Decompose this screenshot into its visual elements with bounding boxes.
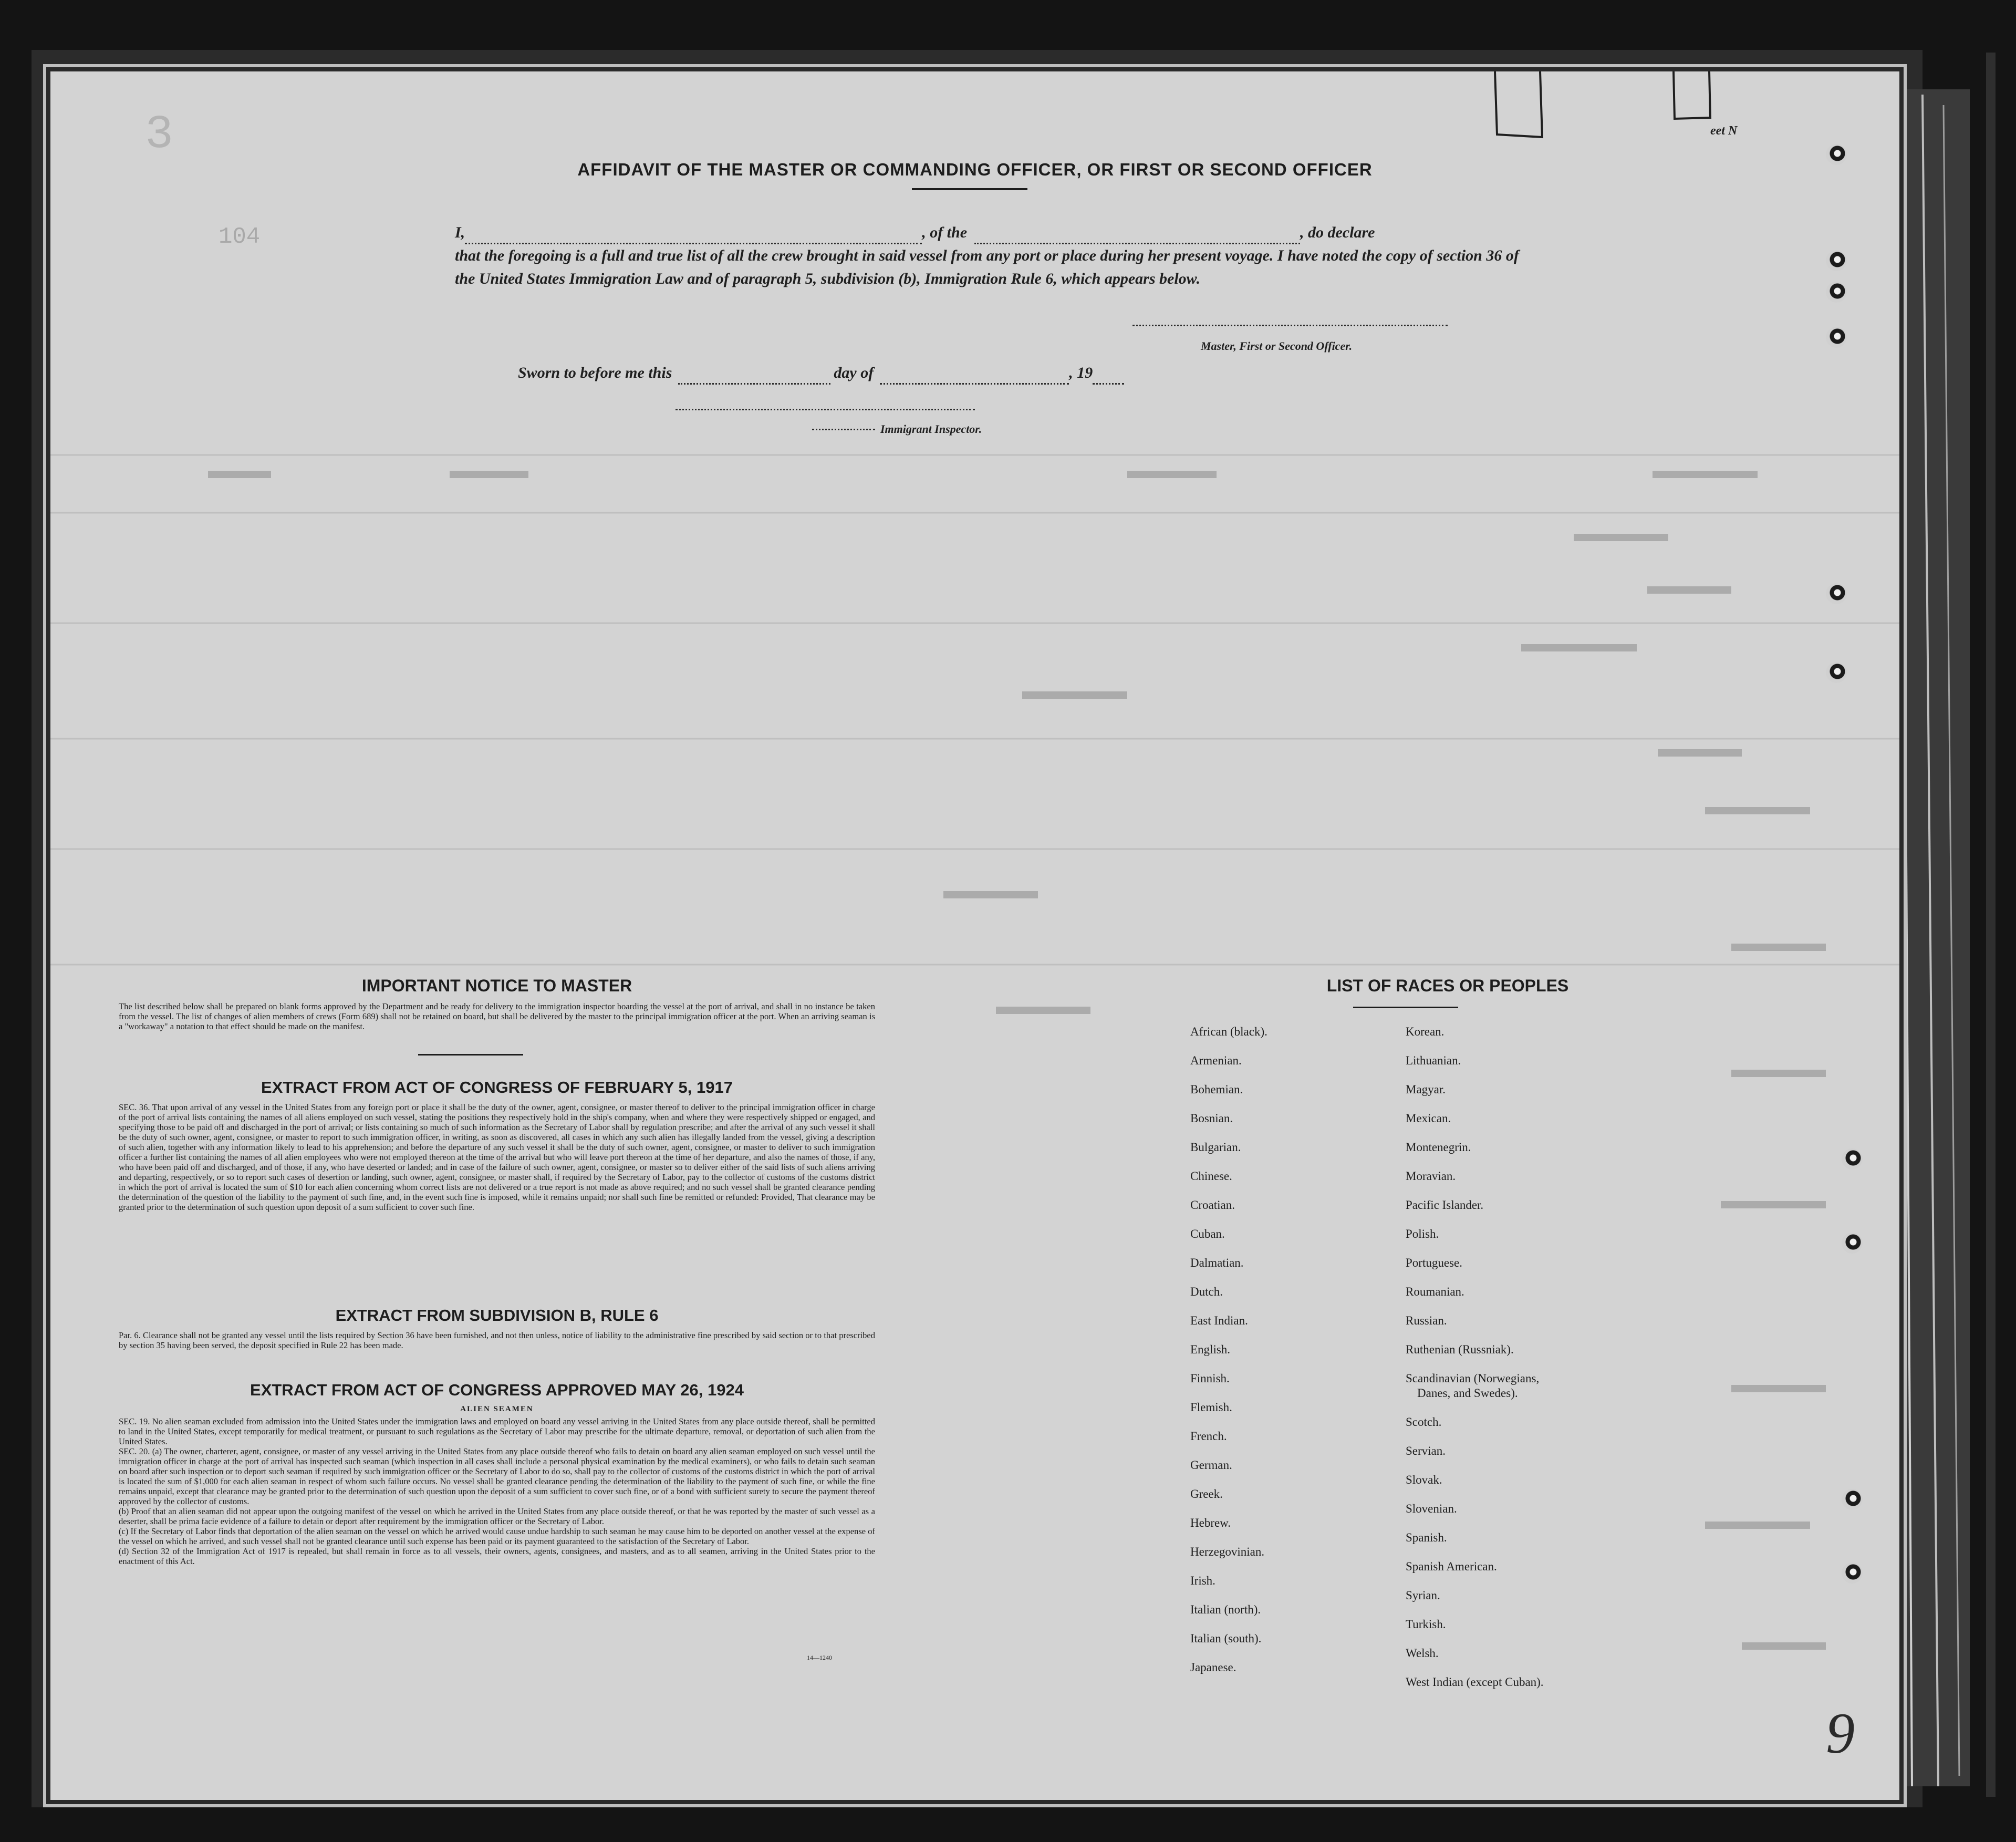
inspector-signature-line xyxy=(676,408,975,410)
extract-1917-title: EXTRACT FROM ACT OF CONGRESS OF FEBRUARY 5, 1917 xyxy=(261,1078,733,1096)
race-item: Finnish. xyxy=(1190,1372,1230,1385)
sworn-month-blank xyxy=(880,367,1069,385)
declare-of-the-label: , of the xyxy=(922,224,968,241)
race-item: Dalmatian. xyxy=(1190,1256,1244,1269)
handwritten-mark: 9 xyxy=(1826,1701,1855,1765)
race-item: Scotch. xyxy=(1406,1415,1442,1429)
race-item: Herzegovinian. xyxy=(1190,1545,1265,1558)
race-item: Lithuanian. xyxy=(1406,1054,1461,1067)
punch-hole xyxy=(1826,282,1847,303)
sec-20b-text: (b) Proof that an alien seaman did not appear upon the outgoing manifest of the vessel on which he arrived in the United States from any place outside thereof, or that he was reported by the master of such vessel as a deserter, shall be prima facie evidence of a failure to detain or deport after requirement by the immigration officer or the Secretary of Labor. xyxy=(119,1506,875,1526)
sworn-line xyxy=(518,361,1358,385)
sworn-label: Sworn to before me this xyxy=(518,364,672,381)
inspector-label: Immigrant Inspector. xyxy=(880,422,982,436)
race-item: Bohemian. xyxy=(1190,1083,1243,1096)
race-item: Italian (south). xyxy=(1190,1632,1262,1645)
race-item: Mexican. xyxy=(1406,1112,1451,1125)
sworn-day-blank xyxy=(678,367,830,385)
race-item: West Indian (except Cuban). xyxy=(1406,1675,1544,1689)
corner-mark: 3 xyxy=(145,108,174,162)
extract-1917-text: SEC. 36. That upon arrival of any vessel in the United States from any foreign port or place it shall be the duty of the owner, agent, consignee, or master thereof to deliver to the principal immigration officer in charge of the port of arrival lists containing the names of all aliens employed on such vessel, stating the positions they respectively hold in the ship's company, when and where they were respectively shipped or engaged, and specifying those to be paid off and discharged in the port of arrival; or lists containing so much of such information as the Secretary of Labor shall by regulation prescribe; and after the arrival of any such vessel it shall be the duty of such owner, agent, consignee, or master to report to such immigration officer, in writing, as soon as discovered, all cases in which any such alien has illegally landed from the vessel, giving a description of such alien, together with any information likely to lead to his apprehension; and before the departure of any such vessel it shall be the duty of such owner, agent, consignee, or master to deliver to such immigration officer a further list containing the names of all alien employees who were not employed thereon at the time of the arrival but who will leave port thereon at the time of her departure, and also the names of those, if any, who have been paid off and discharged, and of those, if any, who have deserted or landed; and in case of the failure of such owner, agent, consignee, or master so to deliver either of the said lists of such aliens arriving and departing, respectively, or so to report such cases of desertion or landing, such owner, agent, consignee, or master shall, if required by the Secretary of Labor, pay to the collector of customs of the customs district in which the port of arrival is located the sum of $10 for each alien concerning whom correct lists are not delivered or a true report is not made as above required; and no such vessel shall be granted clearance pending the determination of the question of the liability to the payment of such fine, and, in the event such fine is imposed, while it remains unpaid; nor shall such fine be remitted or refunded: Provided, That clearance may be granted prior to the determination of such question upon deposit of a sum sufficient to cover such fine. xyxy=(119,1102,875,1212)
race-item: Pacific Islander. xyxy=(1406,1198,1484,1212)
inspector-prefix-line xyxy=(812,428,875,430)
race-item: Bosnian. xyxy=(1190,1112,1233,1125)
notice-title: IMPORTANT NOTICE TO MASTER xyxy=(361,976,632,995)
punch-hole xyxy=(1826,327,1847,348)
extract-1924-body xyxy=(119,1416,875,1566)
race-item: Flemish. xyxy=(1190,1401,1232,1414)
master-signature-line xyxy=(1132,324,1448,326)
race-item: Hebrew. xyxy=(1190,1516,1231,1529)
race-item: Croatian. xyxy=(1190,1198,1235,1212)
notice-rule xyxy=(418,1054,523,1055)
year-label: , 19 xyxy=(1069,364,1093,381)
punch-hole xyxy=(1842,1562,1863,1584)
race-item: Roumanian. xyxy=(1406,1285,1464,1298)
race-item: Dutch. xyxy=(1190,1285,1223,1298)
race-item: Chinese. xyxy=(1190,1170,1232,1183)
rule6-text: Par. 6. Clearance shall not be granted any vessel until the lists required by Section 36 have been furnished, and not then unless, notice of liability to the administrative fine prescribed by said section or to that prescribed by section 35 having been served, the deposit specified in Rule 22 has been made. xyxy=(119,1330,875,1350)
sec-20a-text: SEC. 20. (a) The owner, charterer, agent, consignee, or master of any vessel arriving in the United States from any place outside thereof who fails to detain on board any alien seaman employed on such vessel until the immigration officer in charge at the port of arrival has inspected such seaman (which inspection in all cases shall include a personal physical examination by the medical examiners), or who fails to detain such seaman on board after such inspection or to deport such seaman if required by such immigration officer or the Secretary of Labor to do so, shall pay to the collector of customs of the customs district in which the port of arrival is located the sum of $1,000 for each alien seaman in respect of whom such failure occurs. No vessel shall be granted clearance pending the determination of the liability to the payment of such fine, or while the fine remains unpaid, except that clearance may be granted prior to the determination of such question upon the deposit of a sum sufficient to cover such fine, or of a bond with sufficient surety to secure the payment thereof approved by the collector of customs. xyxy=(119,1446,875,1506)
race-item: Spanish. xyxy=(1406,1531,1447,1544)
race-item: Slovenian. xyxy=(1406,1502,1457,1515)
race-item: Turkish. xyxy=(1406,1618,1446,1631)
notice-text: The list described below shall be prepared on blank forms approved by the Department and be ready for delivery to the immigration inspector boarding the vessel at the port of arrival, and shall in no instance be taken from the vessel. The list of changes of alien members of crews (Form 689) shall not be retained on board, but shall be delivered by the master to the principal immigration officer at the port. When an arriving seaman is a "workaway" a notation to that effect should be made on the manifest. xyxy=(119,1001,875,1031)
punch-hole xyxy=(1826,250,1847,271)
race-item: Armenian. xyxy=(1190,1054,1242,1067)
sheet-number-label: eet N xyxy=(1710,124,1738,138)
race-item: Servian. xyxy=(1406,1444,1446,1457)
race-item: Greek. xyxy=(1190,1487,1223,1500)
name-blank xyxy=(465,227,922,244)
punch-hole xyxy=(1842,1233,1863,1254)
race-item: African (black). xyxy=(1190,1025,1267,1038)
extract-1924-title: EXTRACT FROM ACT OF CONGRESS APPROVED MAY 26, 1924 xyxy=(250,1381,744,1399)
master-signature-label: Master, First or Second Officer. xyxy=(1201,339,1353,353)
ghost-number: 104 xyxy=(219,224,261,250)
punch-hole xyxy=(1842,1489,1863,1510)
race-item: Magyar. xyxy=(1406,1083,1446,1096)
form-number: 14—1240 xyxy=(807,1654,832,1661)
race-item: Montenegrin. xyxy=(1406,1141,1471,1154)
alien-seamen-subtitle: ALIEN SEAMEN xyxy=(460,1405,534,1413)
sec-20d-text: (d) Section 32 of the Immigration Act of 1917 is repealed, but shall remain in force as to all vessels, their owners, agents, consignees, and masters, and as to all seamen, arriving in the United States prior to the enactment of this Act. xyxy=(119,1546,875,1566)
race-item: Moravian. xyxy=(1406,1170,1456,1183)
sec-20c-text: (c) If the Secretary of Labor finds that deportation of the alien seaman on the vessel on which he arrived would cause undue hardship to such seaman he may cause him to be deported on another vessel at the expense of the vessel on which he arrived, and such vessel shall not be granted clearance until such expense has been paid or its payment guaranteed to the satisfaction of the Secretary of Labor. xyxy=(119,1526,875,1546)
manifest-page xyxy=(50,71,1899,1800)
race-item: Korean. xyxy=(1406,1025,1445,1038)
race-item: East Indian. xyxy=(1190,1314,1248,1327)
day-of-label: day of xyxy=(834,364,874,381)
race-item: Japanese. xyxy=(1190,1661,1236,1674)
punch-hole xyxy=(1826,144,1847,165)
punch-hole xyxy=(1842,1148,1863,1170)
punch-hole xyxy=(1826,662,1847,683)
race-item: Slovak. xyxy=(1406,1473,1442,1486)
race-item: English. xyxy=(1190,1343,1231,1356)
affidavit-title: AFFIDAVIT OF THE MASTER OR COMMANDING OFFICER, OR FIRST OR SECOND OFFICER xyxy=(577,160,1373,179)
races-rule xyxy=(1353,1007,1458,1008)
punch-hole xyxy=(1826,583,1847,604)
race-item: French. xyxy=(1190,1430,1227,1443)
declare-i-label: I, xyxy=(455,224,465,241)
rule6-title: EXTRACT FROM SUBDIVISION B, RULE 6 xyxy=(335,1306,659,1324)
sec-19-text: SEC. 19. No alien seaman excluded from admission into the United States under the immigration laws and employed on board any vessel arriving in the United States from any place outside thereof, shall be permitted to land in the United States, except temporarily for medical treatment, or pursuant to such regulations as the Secretary of Labor may prescribe for the ultimate departure, removal, or deportation of such alien from the United States. xyxy=(119,1416,875,1446)
declare-end-label: , do declare xyxy=(1300,224,1375,241)
declaration-text: that the foregoing is a full and true list of all the crew brought in said vessel from any port or place during her present voyage. I have noted the copy of section 36 of the United States Immigration Law and of paragraph 5, subdivision (b), Immigration Rule 6, which appears below. xyxy=(455,247,1519,287)
race-item: Italian (north). xyxy=(1190,1603,1261,1616)
race-item: Polish. xyxy=(1406,1227,1439,1240)
race-item: Welsh. xyxy=(1406,1647,1439,1660)
race-item: Ruthenian (Russniak). xyxy=(1406,1343,1514,1356)
race-item: Danes, and Swedes). xyxy=(1417,1386,1518,1400)
race-item: Irish. xyxy=(1190,1574,1215,1587)
races-title: LIST OF RACES OR PEOPLES xyxy=(1326,976,1569,995)
race-item: Russian. xyxy=(1406,1314,1447,1327)
race-item: Bulgarian. xyxy=(1190,1141,1241,1154)
title-rule xyxy=(912,188,1027,190)
race-item: Scandinavian (Norwegians, xyxy=(1406,1372,1540,1385)
race-item: German. xyxy=(1190,1458,1232,1472)
race-item: Portuguese. xyxy=(1406,1256,1462,1269)
race-item: Spanish American. xyxy=(1406,1560,1497,1573)
race-item: Cuban. xyxy=(1190,1227,1225,1240)
vessel-blank xyxy=(974,227,1300,244)
affidavit-statement xyxy=(455,221,1526,291)
sworn-year-blank xyxy=(1093,367,1124,385)
race-item: Syrian. xyxy=(1406,1589,1440,1602)
